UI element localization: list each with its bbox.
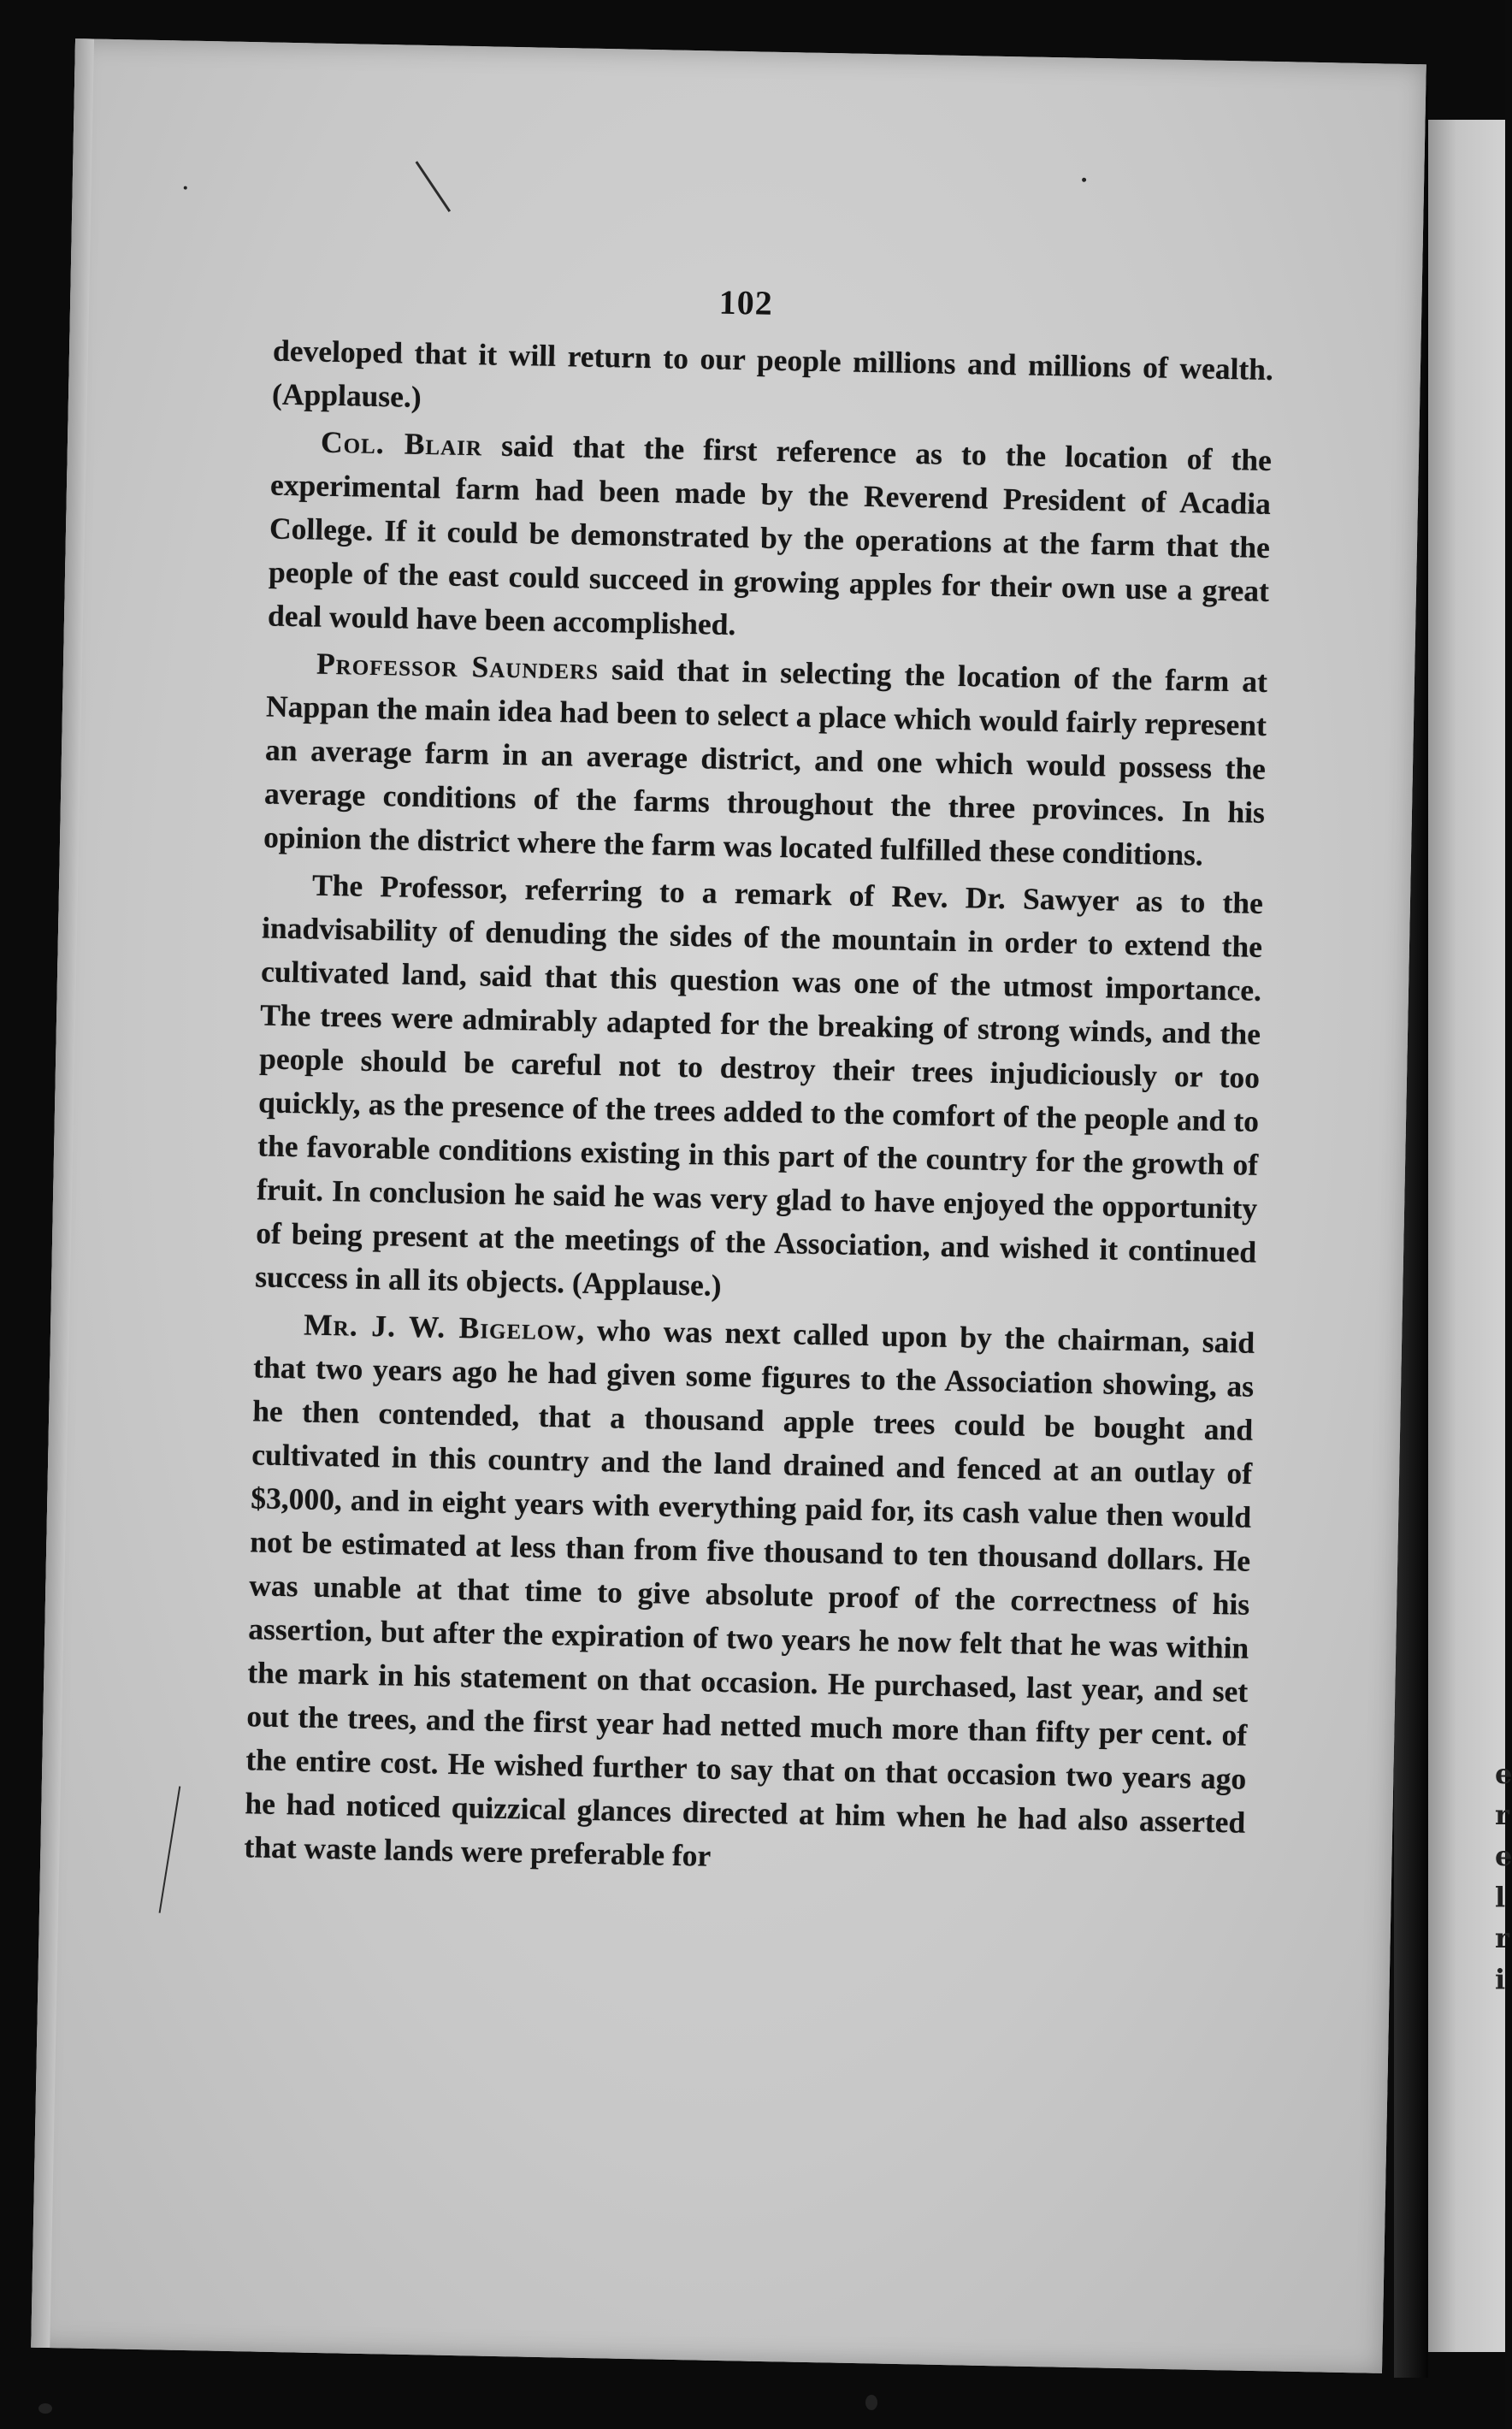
next-page-letter: i [1495,1963,1506,1995]
book-page [31,38,1426,2373]
scan-speck [865,2395,877,2410]
speaker-name: Mr. J. W. Bigelow [303,1307,577,1347]
paragraph-text: said that in selecting the location of the farm at Nappan the main idea had been to select a place which would fairly represent an average farm in an average district, and one which would possess the average conditions of the farms throughout the three provinces. In his opinion the district where the farm was located fulfilled these conditions. [263,651,1268,872]
speaker-name: Professor Saunders [316,646,599,686]
scan-speck [38,2403,52,2414]
paragraph-text: The Professor, referring to a remark of Rev. Dr. Sawyer as to the inadvisability of denuding the sides of the mountain in order to extend the cultivated land, said that this question was one of the utmost importance. The trees were admirably adapted for the breaking of strong winds, and the people should be careful not to destroy their trees injudiciously or too quickly, as the presence of the trees added to the comfort of the people and to the favorable conditions existing in this part of the country for the growth of fruit. In conclusion he said he was very glad to have enjoyed the opportunity of being present at the meetings of the Association, and wished it continued success in all its objects. (Applause.) [254,867,1264,1303]
next-page-letter: e [1495,1840,1512,1872]
speaker-name: Col. Blair [320,424,483,463]
scan-scratch [159,1786,181,1912]
next-page-letter: e [1495,1758,1512,1790]
paragraph-text: developed that it will return to our people millions and millions of wealth. (Applause.) [271,333,1274,414]
scan-speck [1082,178,1086,182]
paragraph [263,641,1268,878]
scan-scratch [416,161,452,212]
paragraph-text: said that the first reference as to the location of the experimental farm had been made by the Reverend President of Acadia College. If it could be demonstrated by the operations at the farm that the people of the east could succeed in growing apples for their own use a great deal would have been accomplished. [267,428,1273,642]
page-left-edge [31,38,94,2348]
paragraph [268,420,1273,657]
page-number: 102 [718,282,774,322]
next-page-letters [1495,1753,1512,2000]
scan-speck [184,186,187,190]
paragraph-text: , who was next called upon by the chairman, said that two years ago he had given some figures to the Association showing, as he then contended, that a thousand apple trees could be bought and cultivated in this country and the land drained and fenced at an outlay of $3,000, and in eight years with everything paid for, its cash value then would not be estimated at less than from five thousand to ten thousand dollars. He was unable at that time to give absolute proof of the correctness of his assertion, but after the expiration of two years he now felt that he was within the mark in his statement on that occasion. He purchased, last year, and set out the trees, and the first year had netted much more than fifty per cent. of the entire cost. He wished further to say that on that occasion two years ago he had noticed quizzical glances directed at him when he had also asserted that waste lands were preferable for [244,1312,1255,1873]
next-page-letter: r [1495,1799,1509,1831]
next-page-letter: l [1495,1881,1506,1913]
next-page-edge [1424,120,1505,2352]
paragraph [255,862,1264,1317]
body-text [244,329,1273,1892]
next-page-letter: r [1495,1922,1509,1954]
paragraph [272,329,1274,435]
paragraph [244,1302,1255,1888]
